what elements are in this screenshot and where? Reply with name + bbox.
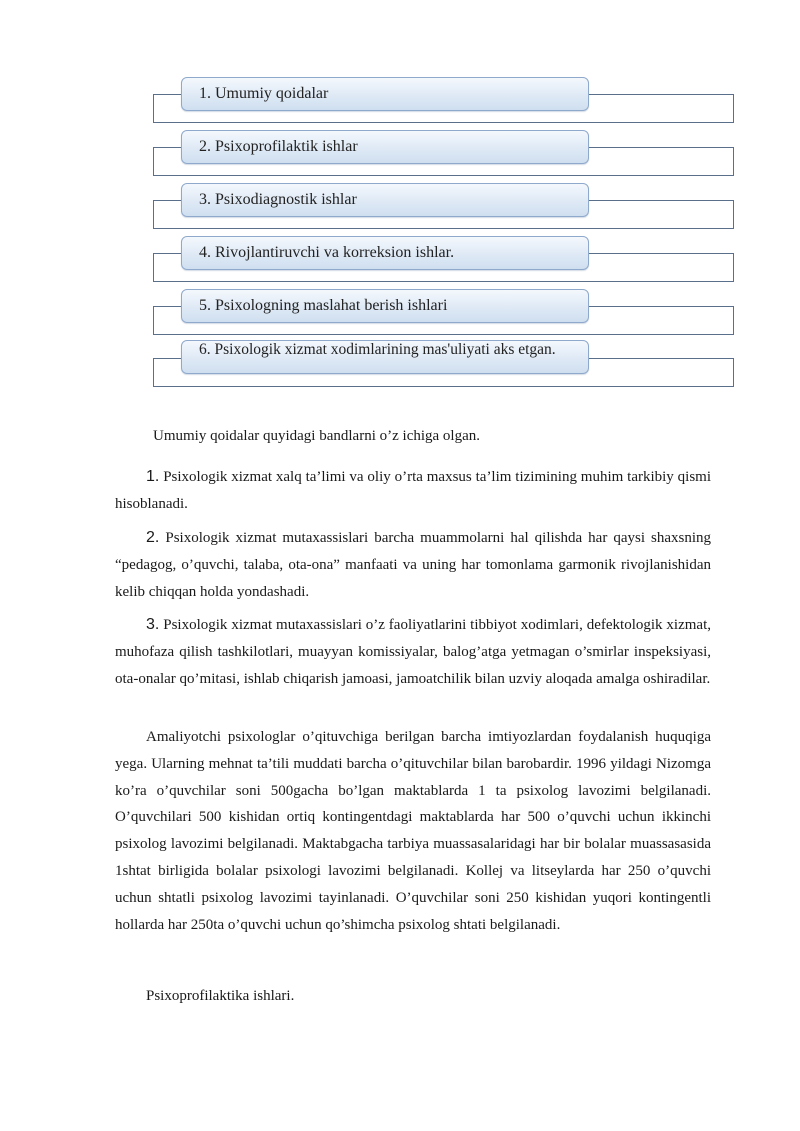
paragraph-4: Amaliyotchi psixologlar o’qituvchiga berilgan barcha imtiyozlardan foydalanish huquqiga yega. Ularning mehnat ta’tili muddati barcha o’qituvchilar bilan barobardir. 1996 yildagi Nizomga ko’ra o’quvchilar soni 500gacha bo’lgan maktablarda 1 ta psixolog lavozimi belgilanadi. O’quvchilari 500 kishidan ortiq kontingentdagi maktablarda har 500 o’quvchi uchun ikkinchi psixolog lavozimi belgilanadi. Maktabgacha tarbiya muassasalaridagi har bir bolalar muassasasida 1shtat birligida bolalar psixologi lavozimi belgilanadi. Kollej va litseylarda har 250 o’quvchi uchun shtatli psixolog lavozimi tayinlanadi. O’quvchilar soni 250 kishidan yuqori kontingentli hollarda har 250ta o’quvchi uchun qo’shimcha psixolog shtati belgilanadi. <box>115 729 711 933</box>
paragraph-text: Psixologik xizmat mutaxassislari barcha muammolarni hal qilishda har qaysi shaxsning “pedagog, o’quvchi, talaba, ota-ona” manfaati va uning har tomonlama garmonik rivojlanishidan kelib chiqqan holda yondashadi. <box>115 530 711 600</box>
paragraph-number: 1. <box>146 468 160 485</box>
diagram-item-3: 3. Psixodiagnostik ishlar <box>181 183 589 217</box>
paragraph-3 <box>115 612 711 692</box>
paragraph-2 <box>115 525 711 605</box>
paragraph-1 <box>115 464 711 518</box>
structure-diagram <box>0 0 800 400</box>
subsection-heading: Psixoprofilaktika ishlari. <box>146 988 295 1004</box>
diagram-item-6: 6. Psixologik xizmat xodimlarining mas'uliyati aks etgan. <box>181 340 589 374</box>
diagram-item-2: 2. Psixoprofilaktik ishlar <box>181 130 589 164</box>
diagram-item-5: 5. Psixologning maslahat berish ishlari <box>181 289 589 323</box>
section-caption: Umumiy qoidalar quyidagi bandlarni o’z ichiga olgan. <box>153 428 480 444</box>
diagram-item-4: 4. Rivojlantiruvchi va korreksion ishlar. <box>181 236 589 270</box>
paragraph-text: Psixologik xizmat mutaxassislari o’z faoliyatlarini tibbiyot xodimlari, defektologik xizmat, muhofaza qilish tashkilotlari, muayyan komissiyalar, balog’atga yetmagan o’smirlar inspeksiyasi, ota-onalar qo’mitasi, ishlab chiqarish jamoasi, jamoatchilik bilan uzviy aloqada amalga oshiradilar. <box>115 617 711 687</box>
paragraph-number: 3. <box>146 616 160 633</box>
paragraph-text: Psixologik xizmat xalq ta’limi va oliy o’rta maxsus ta’lim tizimining muhim tarkibiy qismi hisoblanadi. <box>115 469 711 512</box>
paragraph-number: 2. <box>146 529 160 546</box>
diagram-item-1: 1. Umumiy qoidalar <box>181 77 589 111</box>
